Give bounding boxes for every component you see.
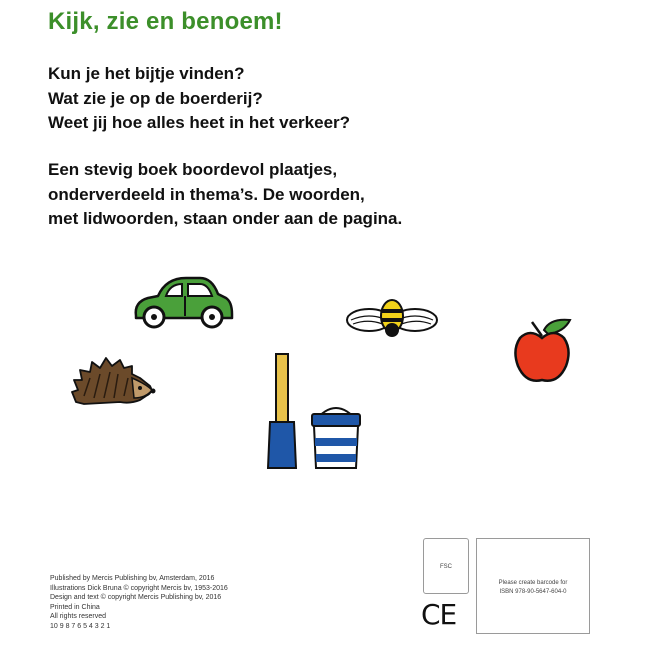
fsc-box xyxy=(423,538,469,594)
description-line: onderverdeeld in thema’s. De woorden, xyxy=(48,184,365,204)
imprint-line: Illustrations Dick Bruna © copyright Mercis bv, 1953-2016 xyxy=(50,584,228,592)
intro-line: Kun je het bijtje vinden? xyxy=(48,64,245,83)
imprint-line: Design and text © copyright Mercis Publishing bv, 2016 xyxy=(50,594,222,601)
imprint-line: Published by Mercis Publishing bv, Amsterdam, 2016 xyxy=(50,575,215,582)
imprint xyxy=(50,574,228,631)
hedgehog-icon xyxy=(70,356,156,408)
barcode-placeholder xyxy=(476,538,590,634)
shovel-icon xyxy=(262,352,302,474)
intro-paragraph xyxy=(48,62,350,136)
bee-icon xyxy=(345,292,439,342)
ce-mark: CE xyxy=(421,598,457,631)
apple-icon xyxy=(510,314,578,386)
imprint-line: All rights reserved xyxy=(50,613,107,620)
bucket-icon xyxy=(306,400,366,472)
description-line: Een stevig boek boordevol plaatjes, xyxy=(48,160,338,179)
intro-line: Weet jij hoe alles heet in het verkeer? xyxy=(48,113,351,132)
description-line: met lidwoorden, staan onder aan de pagina. xyxy=(48,209,403,228)
barcode-line: Please create barcode for xyxy=(498,580,568,586)
description-paragraph xyxy=(48,158,402,232)
imprint-line: Printed in China xyxy=(50,603,100,611)
fsc-label: FSC xyxy=(440,564,452,570)
barcode-line: ISBN 978-90-5647-604-0 xyxy=(499,589,567,595)
page-title: Kijk, zie en benoem! xyxy=(48,8,283,35)
imprint-line: 10 9 8 7 6 5 4 3 2 1 xyxy=(50,622,111,630)
car-icon xyxy=(128,272,236,330)
intro-line: Wat zie je op de boerderij? xyxy=(48,88,263,108)
barcode-text xyxy=(477,579,589,597)
